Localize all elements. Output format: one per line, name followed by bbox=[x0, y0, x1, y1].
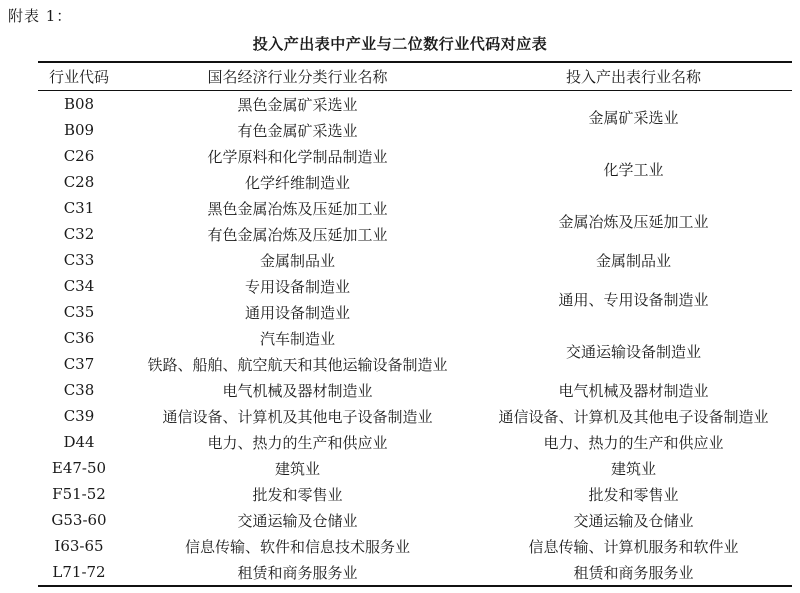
national-name: 黑色金属冶炼及压延加工业 bbox=[207, 199, 388, 218]
io-name: 租赁和商务服务业 bbox=[475, 559, 792, 586]
industry-code: C28 bbox=[63, 173, 95, 191]
io-name: 电气机械及器材制造业 bbox=[558, 381, 709, 400]
industry-code: G53-60 bbox=[51, 511, 107, 529]
io-name: 信息传输、计算机服务和软件业 bbox=[528, 537, 739, 556]
io-name: 电力、热力的生产和供应业 bbox=[543, 433, 724, 452]
io-name: 交通运输及仓储业 bbox=[573, 511, 694, 530]
io-name: 交通运输设备制造业 bbox=[565, 342, 701, 361]
industry-code: C34 bbox=[63, 277, 95, 295]
industry-code: C35 bbox=[63, 303, 95, 321]
industry-code: C37 bbox=[63, 355, 95, 373]
industry-code: E47-50 bbox=[51, 459, 107, 477]
table-row bbox=[38, 273, 792, 299]
industry-code: B08 bbox=[63, 95, 95, 113]
header-industry-code: 行业代码 bbox=[38, 62, 120, 91]
national-name: 有色金属矿采选业 bbox=[237, 121, 358, 140]
industry-code: C38 bbox=[63, 381, 95, 399]
io-name: 金属制品业 bbox=[595, 251, 671, 270]
national-name: 金属制品业 bbox=[259, 251, 335, 270]
table-row bbox=[38, 403, 792, 429]
national-name: 专用设备制造业 bbox=[244, 277, 350, 296]
table-row bbox=[38, 195, 792, 221]
national-name: 化学原料和化学制品制造业 bbox=[207, 147, 388, 166]
national-name: 汽车制造业 bbox=[259, 329, 335, 348]
table-row bbox=[38, 91, 792, 118]
table-row bbox=[38, 455, 792, 481]
national-name: 电力、热力的生产和供应业 bbox=[207, 433, 388, 452]
io-name: 化学工业 bbox=[603, 160, 664, 179]
national-name: 通信设备、计算机及其他电子设备制造业 bbox=[162, 407, 433, 426]
io-name: 金属矿采选业 bbox=[588, 108, 679, 127]
io-name: 金属冶炼及压延加工业 bbox=[558, 212, 709, 231]
table-row bbox=[38, 533, 792, 559]
industry-code: F51-52 bbox=[52, 485, 106, 503]
table-row bbox=[38, 247, 792, 273]
national-name: 建筑业 bbox=[274, 459, 320, 478]
industry-code: C31 bbox=[63, 199, 95, 217]
industry-code: C33 bbox=[63, 251, 95, 269]
national-name: 交通运输及仓储业 bbox=[237, 511, 358, 530]
industry-code: L71-72 bbox=[38, 559, 120, 586]
national-name: 电气机械及器材制造业 bbox=[222, 381, 373, 400]
industry-code: C36 bbox=[63, 329, 95, 347]
table-row bbox=[38, 377, 792, 403]
io-name: 通用、专用设备制造业 bbox=[558, 290, 709, 309]
national-name: 通用设备制造业 bbox=[244, 303, 350, 322]
header-national-classification: 国名经济行业分类行业名称 bbox=[120, 62, 475, 91]
national-name: 租赁和商务服务业 bbox=[120, 559, 475, 586]
table-row bbox=[38, 481, 792, 507]
national-name: 化学纤维制造业 bbox=[244, 173, 350, 192]
table-row bbox=[38, 143, 792, 169]
national-name: 铁路、船舶、航空航天和其他运输设备制造业 bbox=[147, 355, 448, 374]
header-io-table-name: 投入产出表行业名称 bbox=[475, 62, 792, 91]
io-name: 通信设备、计算机及其他电子设备制造业 bbox=[498, 407, 769, 426]
national-name: 信息传输、软件和信息技术服务业 bbox=[184, 537, 410, 556]
industry-code: C32 bbox=[63, 225, 95, 243]
table-title: 投入产出表中产业与二位数行业代码对应表 bbox=[252, 35, 548, 53]
industry-code-table bbox=[38, 61, 792, 587]
national-name: 批发和零售业 bbox=[252, 485, 343, 504]
io-name: 批发和零售业 bbox=[588, 485, 679, 504]
table-row bbox=[38, 429, 792, 455]
national-name: 黑色金属矿采选业 bbox=[237, 95, 358, 114]
header-row bbox=[38, 62, 792, 91]
industry-code: C39 bbox=[63, 407, 95, 425]
table-caption: 附表 1： bbox=[8, 7, 73, 25]
industry-code: C26 bbox=[63, 147, 95, 165]
industry-code: I63-65 bbox=[54, 537, 104, 555]
table-row bbox=[38, 325, 792, 351]
industry-code: B09 bbox=[63, 121, 95, 139]
industry-code: D44 bbox=[63, 433, 95, 451]
io-name: 建筑业 bbox=[610, 459, 656, 478]
table-row bbox=[38, 507, 792, 533]
table-row bbox=[38, 559, 792, 586]
national-name: 有色金属冶炼及压延加工业 bbox=[207, 225, 388, 244]
